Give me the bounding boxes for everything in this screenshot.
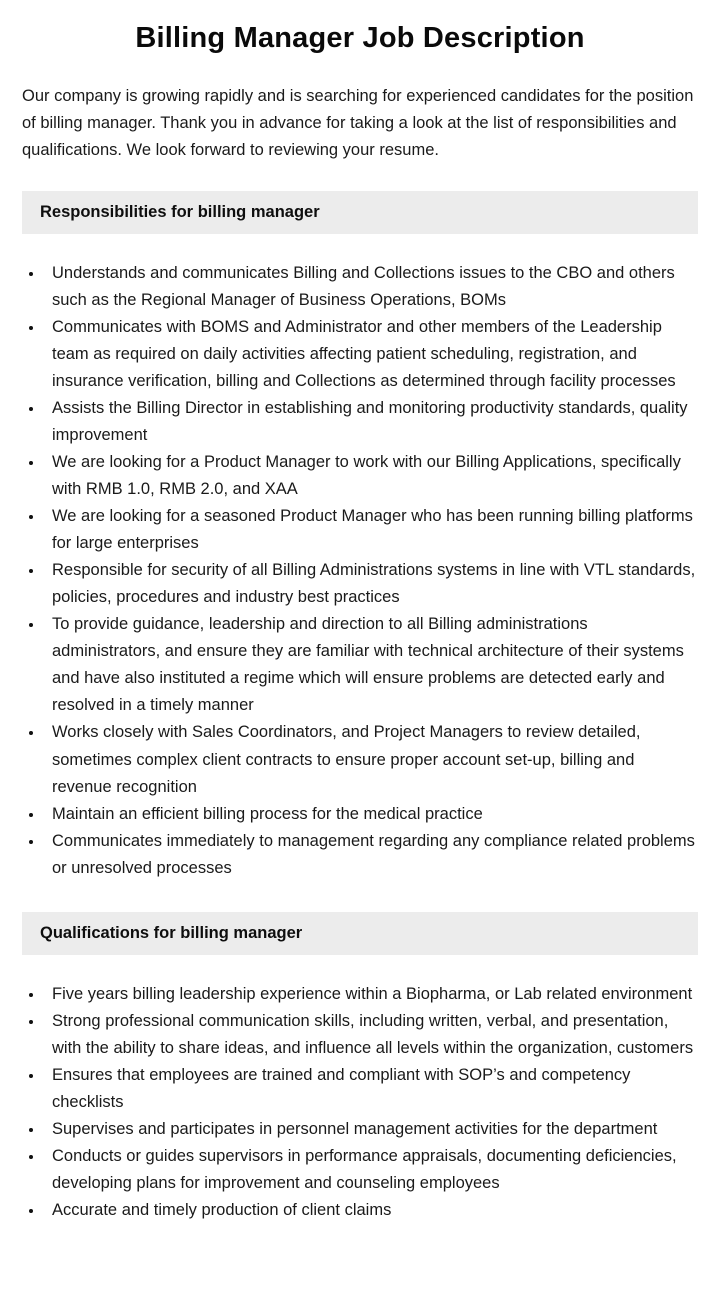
list-item: • Works closely with Sales Coordinators, and Project Managers to review detailed, sometimes complex client contracts to ensure proper account set-up, billing and revenue recognition <box>44 719 698 800</box>
list-item: • Conducts or guides supervisors in performance appraisals, documenting deficiencies, developing plans for improvement and counseling employees <box>44 1143 698 1197</box>
list-item: • Communicates with BOMS and Administrator and other members of the Leadership team as required on daily activities affecting patient scheduling, registration, and insurance verification, billing and Collections as determined through facility processes <box>44 314 698 395</box>
list-item: • We are looking for a seasoned Product Manager who has been running billing platforms for large enterprises <box>44 503 698 557</box>
list-item: • Communicates immediately to management regarding any compliance related problems or unresolved processes <box>44 828 698 882</box>
qualifications-section-body <box>22 981 698 1224</box>
list-item: • Five years billing leadership experience within a Biopharma, or Lab related environment <box>44 981 698 1008</box>
responsibilities-section-heading: Responsibilities for billing manager <box>22 191 698 234</box>
responsibilities-list <box>22 260 698 882</box>
list-item: • Maintain an efficient billing process for the medical practice <box>44 801 698 828</box>
page-title: Billing Manager Job Description <box>135 22 585 54</box>
list-item: • Accurate and timely production of client claims <box>44 1197 698 1224</box>
qualifications-list <box>22 981 698 1224</box>
list-item: • Ensures that employees are trained and compliant with SOP’s and competency checklists <box>44 1062 698 1116</box>
list-item: • Strong professional communication skills, including written, verbal, and presentation, with the ability to share ideas, and influence all levels within the organization, customers <box>44 1008 698 1062</box>
intro-paragraph: Our company is growing rapidly and is searching for experienced candidates for the position of billing manager. Thank you in advance for taking a look at the list of responsibilities and qualifications. We look forward to reviewing your resume. <box>22 87 694 160</box>
responsibilities-section-body <box>22 260 698 882</box>
section-qualifications <box>0 912 720 1224</box>
list-item: • Supervises and participates in personnel management activities for the department <box>44 1116 698 1143</box>
list-item: • Understands and communicates Billing and Collections issues to the CBO and others such as the Regional Manager of Business Operations, BOMs <box>44 260 698 314</box>
qualifications-section-heading: Qualifications for billing manager <box>22 912 698 955</box>
section-responsibilities <box>0 191 720 882</box>
list-item: • Assists the Billing Director in establishing and monitoring productivity standards, quality improvement <box>44 395 698 449</box>
list-item: • Responsible for security of all Billing Administrations systems in line with VTL standards, policies, procedures and industry best practices <box>44 557 698 611</box>
list-item: • To provide guidance, leadership and direction to all Billing administrations administrators, and ensure they are familiar with technical architecture of their systems and have also instituted a regime which will ensure problems are detected early and resolved in a timely manner <box>44 611 698 719</box>
list-item: • We are looking for a Product Manager to work with our Billing Applications, specifically with RMB 1.0, RMB 2.0, and XAA <box>44 449 698 503</box>
